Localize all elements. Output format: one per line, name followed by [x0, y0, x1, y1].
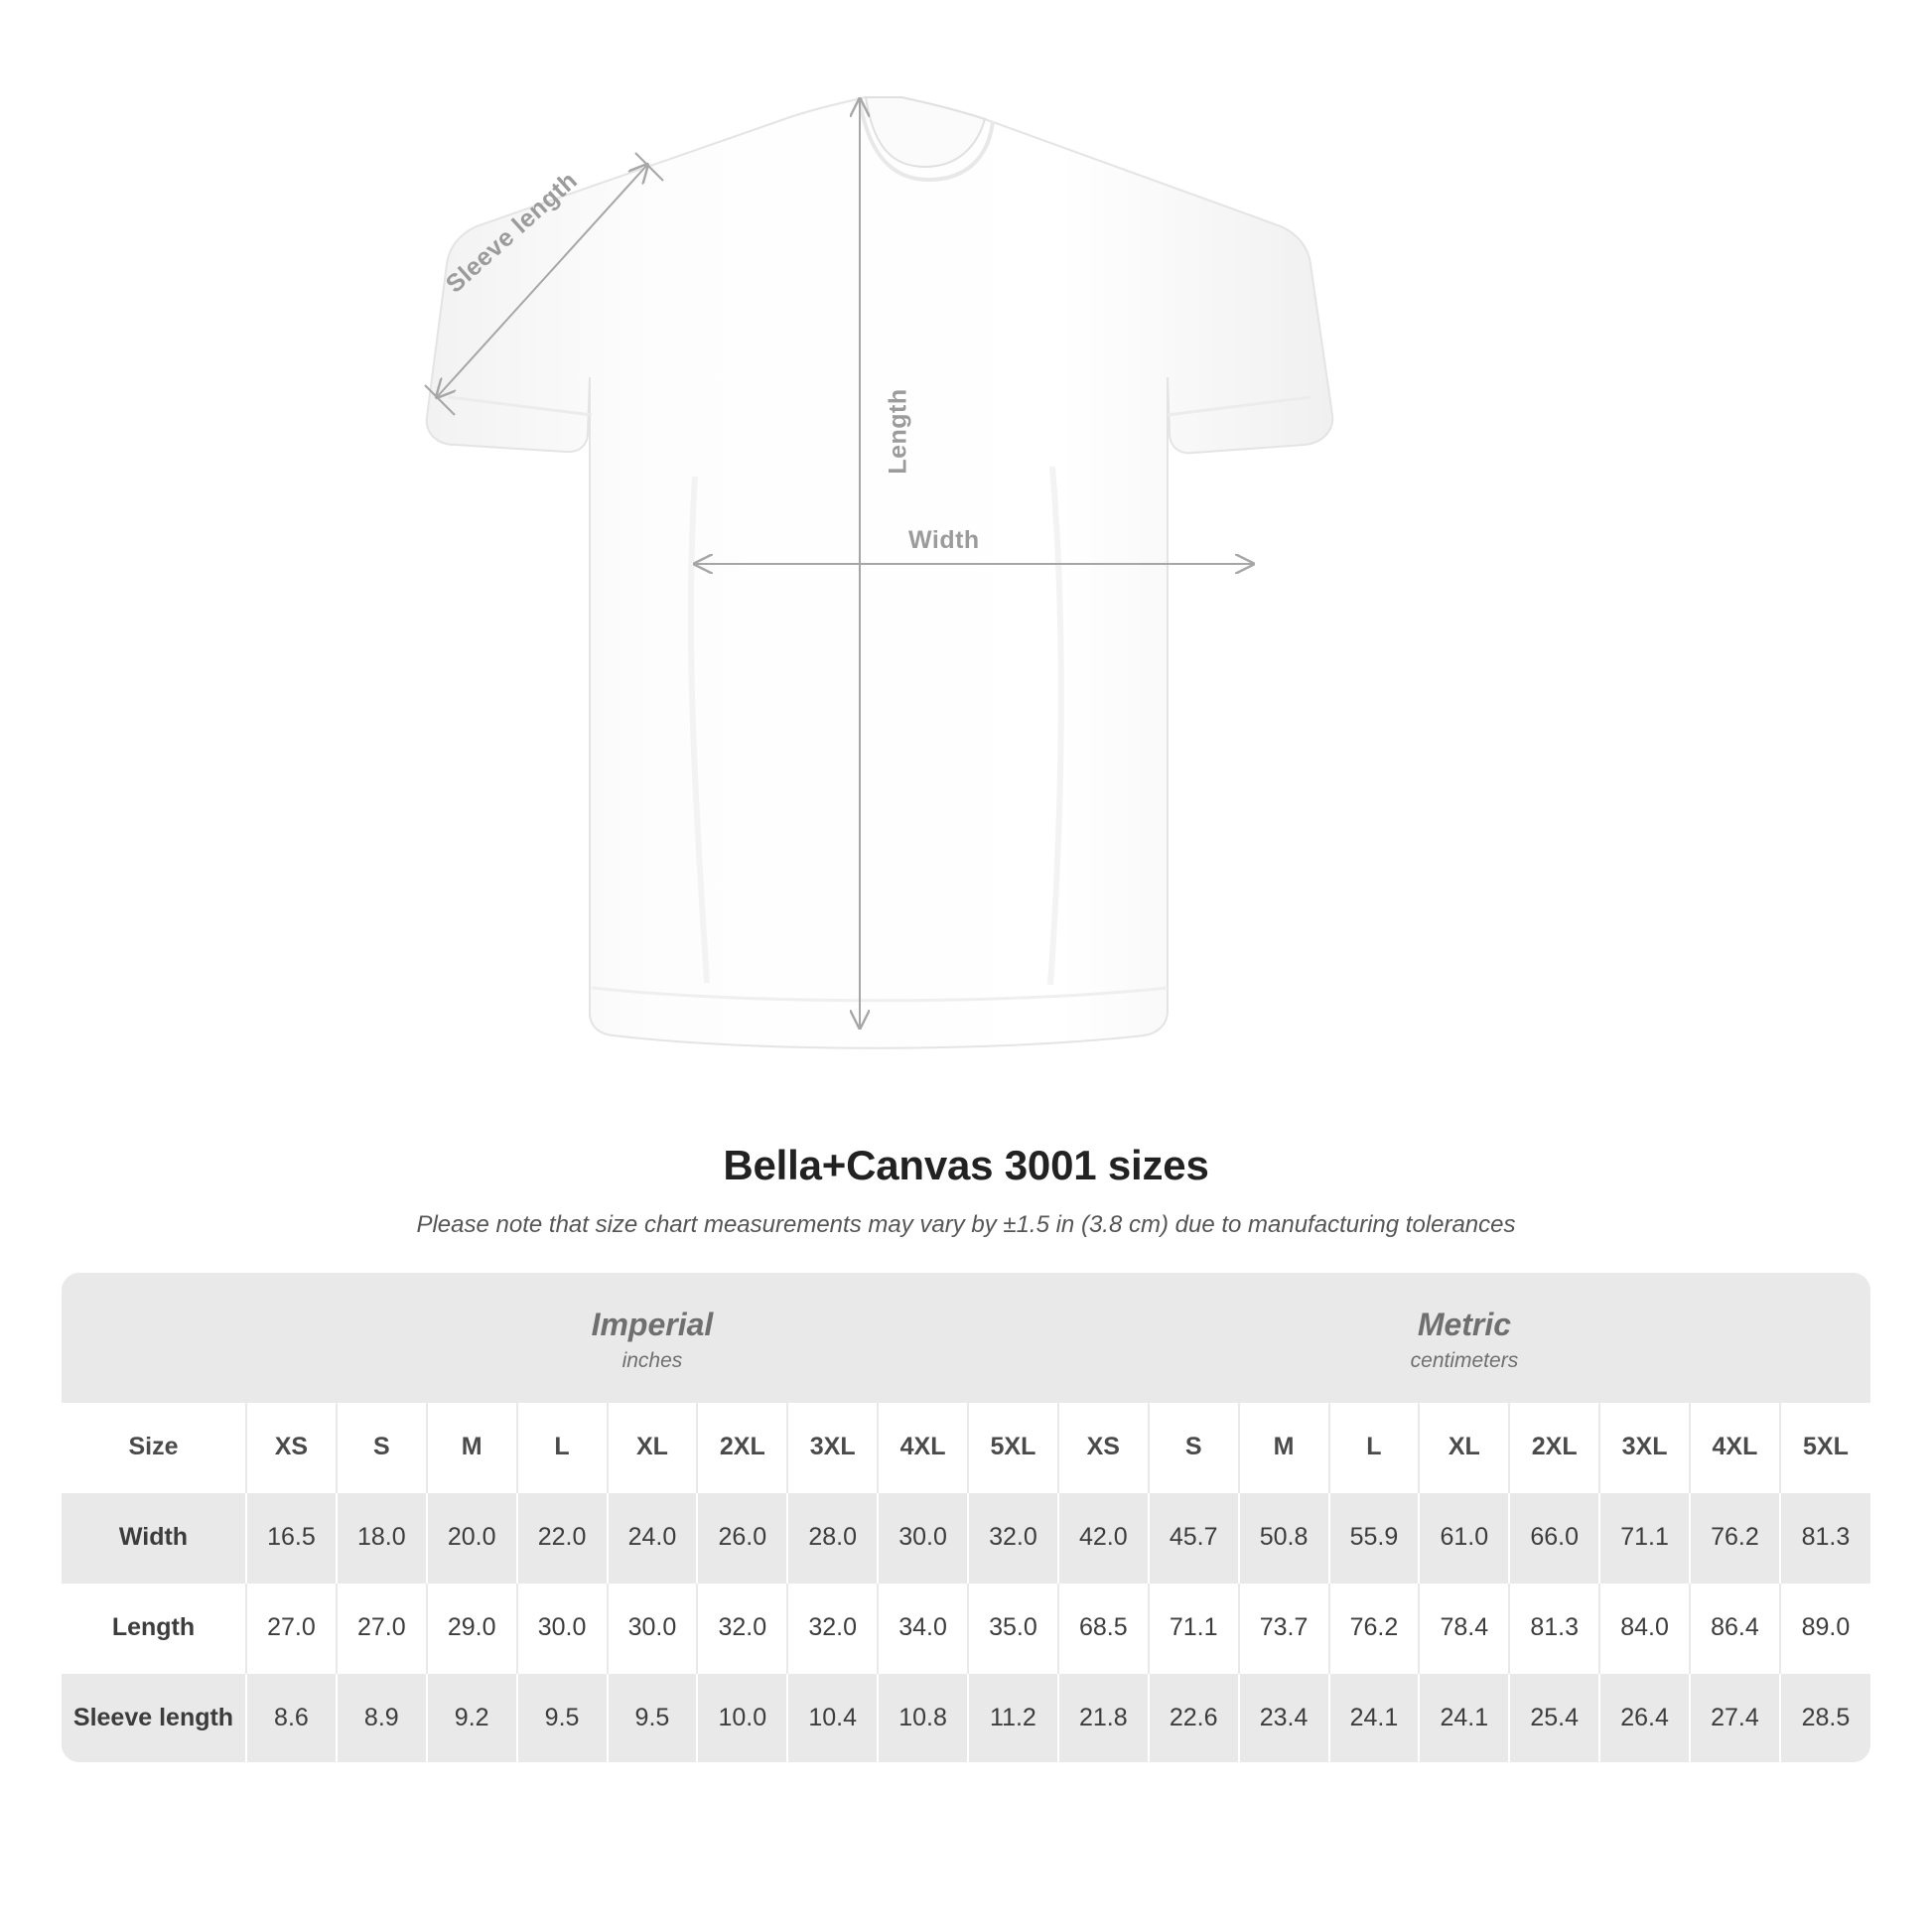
unit-header-metric [1058, 1273, 1870, 1403]
measurement-cell: 27.0 [337, 1583, 427, 1673]
measurement-cell: 76.2 [1329, 1583, 1420, 1673]
measurement-cell: 20.0 [427, 1492, 517, 1583]
measurement-cell: 34.0 [878, 1583, 968, 1673]
size-header-cell: 4XL [878, 1403, 968, 1492]
measurement-cell: 9.5 [517, 1673, 608, 1762]
size-header-cell: M [1239, 1403, 1329, 1492]
size-header-cell: 2XL [697, 1403, 787, 1492]
measurement-cell: 71.1 [1599, 1492, 1690, 1583]
size-header-cell: XS [1058, 1403, 1149, 1492]
size-header-label: Size [62, 1403, 246, 1492]
size-header-cell: 5XL [968, 1403, 1058, 1492]
measurement-cell: 22.0 [517, 1492, 608, 1583]
sleeve-length-label: Sleeve length [440, 166, 584, 299]
measurement-cell: 66.0 [1509, 1492, 1599, 1583]
measurement-cell: 86.4 [1690, 1583, 1780, 1673]
measurement-cell: 8.6 [246, 1673, 337, 1762]
measurement-cell: 71.1 [1149, 1583, 1239, 1673]
size-header-cell: 5XL [1780, 1403, 1870, 1492]
measurement-cell: 42.0 [1058, 1492, 1149, 1583]
measurement-cell: 25.4 [1509, 1673, 1599, 1762]
size-header-cell: 4XL [1690, 1403, 1780, 1492]
unit-subtitle: centimeters [1410, 1349, 1519, 1372]
measurement-cell: 30.0 [608, 1583, 698, 1673]
size-header-cell: 3XL [1599, 1403, 1690, 1492]
size-header-cell: M [427, 1403, 517, 1492]
measurement-cell: 32.0 [697, 1583, 787, 1673]
size-header-cell: XL [1419, 1403, 1509, 1492]
title-block [0, 1142, 1932, 1239]
measurement-cell: 26.0 [697, 1492, 787, 1583]
measurement-cell: 73.7 [1239, 1583, 1329, 1673]
measurement-cell: 9.5 [608, 1673, 698, 1762]
unit-header-row [62, 1273, 1870, 1403]
measurement-cell: 81.3 [1509, 1583, 1599, 1673]
size-table [62, 1273, 1870, 1762]
measurement-cell: 27.4 [1690, 1673, 1780, 1762]
unit-header-imperial [246, 1273, 1058, 1403]
unit-header-spacer [62, 1273, 246, 1403]
table-row [62, 1583, 1870, 1673]
measurement-cell: 68.5 [1058, 1583, 1149, 1673]
measurement-cell: 24.1 [1329, 1673, 1420, 1762]
size-header-cell: 2XL [1509, 1403, 1599, 1492]
table-row [62, 1492, 1870, 1583]
row-label: Length [62, 1583, 246, 1673]
measurement-cell: 8.9 [337, 1673, 427, 1762]
unit-name: Imperial [591, 1307, 714, 1342]
measurement-cell: 30.0 [517, 1583, 608, 1673]
measurement-cell: 55.9 [1329, 1492, 1420, 1583]
measurement-cell: 24.1 [1419, 1673, 1509, 1762]
measurement-cell: 76.2 [1690, 1492, 1780, 1583]
measurement-cell: 27.0 [246, 1583, 337, 1673]
measurement-cell: 22.6 [1149, 1673, 1239, 1762]
measurement-cell: 35.0 [968, 1583, 1058, 1673]
width-label: Width [908, 526, 980, 554]
measurement-cell: 24.0 [608, 1492, 698, 1583]
measurement-cell: 16.5 [246, 1492, 337, 1583]
measurement-cell: 26.4 [1599, 1673, 1690, 1762]
measurement-cell: 81.3 [1780, 1492, 1870, 1583]
size-header-cell: L [517, 1403, 608, 1492]
size-table-container [62, 1273, 1870, 1762]
size-header-cell: S [337, 1403, 427, 1492]
unit-subtitle: inches [621, 1349, 683, 1372]
size-header-cell: S [1149, 1403, 1239, 1492]
size-header-cell: 3XL [787, 1403, 878, 1492]
tshirt-shape [427, 97, 1332, 1048]
measurement-cell: 23.4 [1239, 1673, 1329, 1762]
measurement-cell: 10.4 [787, 1673, 878, 1762]
measurement-cell: 50.8 [1239, 1492, 1329, 1583]
tolerance-note: Please note that size chart measurements may vary by ±1.5 in (3.8 cm) due to manufacturing tolerances [416, 1211, 1516, 1238]
size-header-cell: L [1329, 1403, 1420, 1492]
measurement-cell: 28.5 [1780, 1673, 1870, 1762]
measurement-cell: 78.4 [1419, 1583, 1509, 1673]
measurement-cell: 89.0 [1780, 1583, 1870, 1673]
measurement-cell: 61.0 [1419, 1492, 1509, 1583]
unit-name: Metric [1417, 1307, 1512, 1342]
row-label: Width [62, 1492, 246, 1583]
length-label: Length [884, 388, 912, 475]
size-header-cell: XL [608, 1403, 698, 1492]
measurement-cell: 30.0 [878, 1492, 968, 1583]
measurement-cell: 84.0 [1599, 1583, 1690, 1673]
table-row [62, 1673, 1870, 1762]
measurement-cell: 18.0 [337, 1492, 427, 1583]
size-header-row [62, 1403, 1870, 1492]
measurement-cell: 9.2 [427, 1673, 517, 1762]
measurement-cell: 21.8 [1058, 1673, 1149, 1762]
page-title: Bella+Canvas 3001 sizes [723, 1142, 1209, 1188]
measurement-cell: 28.0 [787, 1492, 878, 1583]
measurement-cell: 11.2 [968, 1673, 1058, 1762]
measurement-cell: 10.0 [697, 1673, 787, 1762]
measurement-cell: 32.0 [787, 1583, 878, 1673]
measurement-cell: 45.7 [1149, 1492, 1239, 1583]
measurement-cell: 29.0 [427, 1583, 517, 1673]
size-header-cell: XS [246, 1403, 337, 1492]
measurement-cell: 32.0 [968, 1492, 1058, 1583]
row-label: Sleeve length [62, 1673, 246, 1762]
measurement-cell: 10.8 [878, 1673, 968, 1762]
